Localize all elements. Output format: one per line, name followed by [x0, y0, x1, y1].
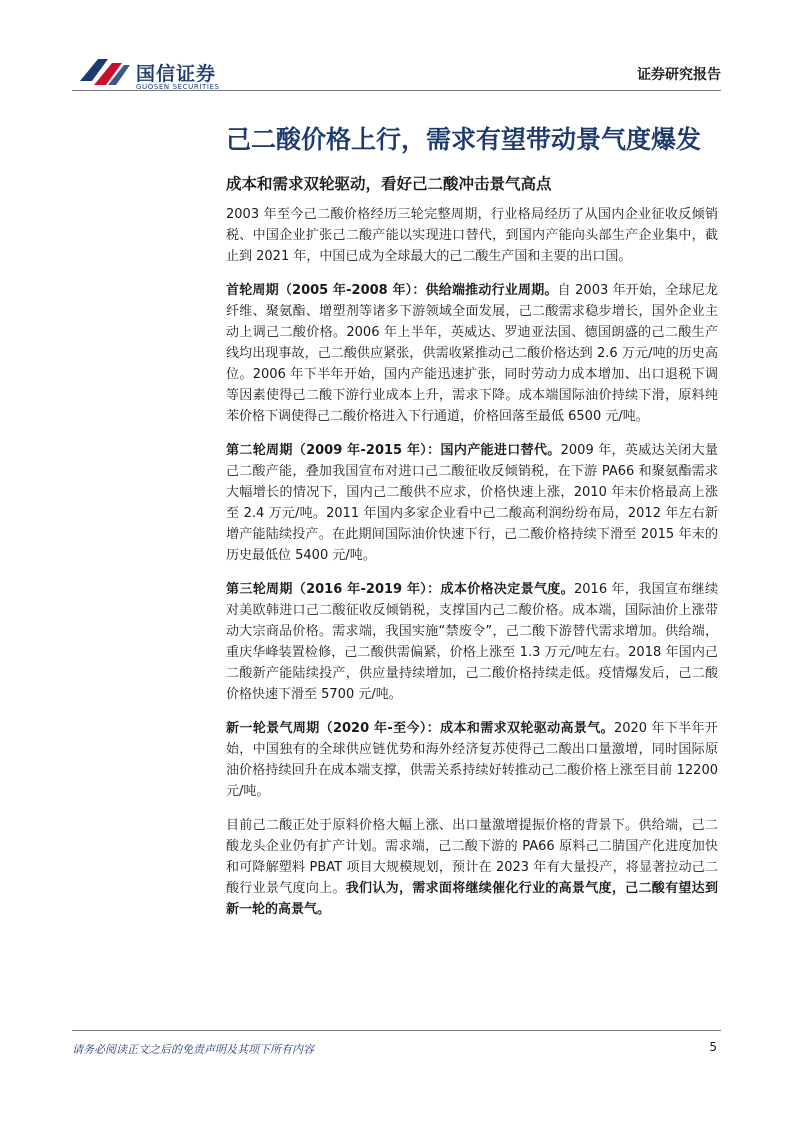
paragraph-first-cycle: [226, 280, 718, 427]
footer-divider: [72, 1030, 721, 1031]
header-divider: [72, 90, 721, 91]
paragraph-bold-conclusion: 我们认为，需求面将继续催化行业的高景气度，己二酸有望达到新一轮的高景气。: [226, 881, 718, 917]
paragraph-heading: 首轮周期（2005 年-2008 年）：供给端推动行业周期。: [226, 283, 558, 298]
paragraph-heading: 新一轮景气周期（2020 年-至今）：成本和需求双轮驱动高景气。: [226, 721, 614, 736]
paragraph-text: 自 2003 年开始，全球尼龙纤维、聚氨酯、增塑剂等诸多下游领域全面发展，己二酸需求稳步增长，国外企业主动上调己二酸价格。2006 年上半年，英威达、罗迪亚法国、德国朗盛的己二酸生产线均出现事故，己二酸供应紧张，供需收紧推动己二酸价格达到 2.6 万元/吨的历史高位。2006 年下半年开始，国内产能迅速扩张，同时劳动力成本增加、出口退税下调等因素使得己二酸下游行业成本上升，需求下降。成本端国际油价持续下滑，原料纯苯价格下调使得己二酸价格进入下行通道，价格回落至最低 6500 元/吨。: [226, 283, 718, 424]
page-header: [0, 0, 793, 100]
paragraph-third-cycle: [226, 579, 718, 705]
footer-disclaimer: 请务必阅读正文之后的免责声明及其项下所有内容: [72, 1043, 314, 1056]
guosen-logo: [78, 55, 228, 95]
logo-cn-text: 国信证券: [136, 63, 217, 85]
page-number: 5: [709, 1040, 717, 1054]
paragraph-conclusion: [226, 815, 718, 920]
section-subtitle: 成本和需求双轮驱动，看好己二酸冲击景气高点: [226, 175, 552, 193]
paragraph-heading: 第三轮周期（2016 年-2019 年）：成本价格决定景气度。: [226, 582, 574, 597]
paragraph-text: 2020 年下半年开始，中国独有的全球供应链优势和海外经济复苏使得己二酸出口量激增，同时国际原油价格持续回升在成本端支撑，供需关系持续好转推动己二酸价格上涨至目前 12200 元/吨。: [226, 721, 718, 799]
logo-en-text: GUOSEN SECURITIES: [136, 83, 220, 91]
paragraph-new-cycle: [226, 718, 718, 802]
page-title: 己二酸价格上行，需求有望带动景气度爆发: [226, 125, 702, 154]
report-type-label: 证券研究报告: [637, 67, 721, 83]
article-body: [226, 204, 718, 933]
paragraph-intro: 2003 年至今己二酸价格经历三轮完整周期，行业格局经历了从国内企业征收反倾销税、中国企业扩张己二酸产能以实现进口替代，到国内产能向头部生产企业集中，截止到 2021 年，中国已成为全球最大的己二酸生产国和主要的出口国。: [226, 207, 718, 264]
paragraph-second-cycle: [226, 440, 718, 566]
paragraph-heading: 第二轮周期（2009 年-2015 年）：国内产能进口替代。: [226, 443, 561, 458]
paragraph-text: 2016 年，我国宣布继续对美欧韩进口己二酸征收反倾销税，支撑国内己二酸价格。成本端，国际油价上涨带动大宗商品价格。需求端，我国实施“禁废令”，己二酸下游替代需求增加。供给端，重庆华峰装置检修，己二酸供需偏紧，价格上涨至 1.3 万元/吨左右。2018 年国内己二酸新产能陆续投产，供应量持续增加，己二酸价格持续走低。疫情爆发后，己二酸价格快速下滑至 5700 元/吨。: [226, 582, 719, 702]
paragraph-text: 2009 年，英威达关闭大量己二酸产能，叠加我国宣布对进口己二酸征收反倾销税，在下游 PA66 和聚氨酯需求大幅增长的情况下，国内己二酸供不应求，价格快速上涨，2010 年末价格最高上涨至 2.4 万元/吨。2011 年国内多家企业看中己二酸高利润纷纷布局，2012 年左右新增产能陆续投产。在此期间国际油价快速下行，己二酸价格持续下滑至 2015 年末的历史最低位 5400 元/吨。: [226, 443, 718, 563]
paragraph-text: 目前己二酸正处于原料价格大幅上涨、出口量激增提振价格的背景下。供给端，己二酸龙头企业仍有扩产计划。需求端，己二酸下游的 PA66 原料己二腈国产化进度加快和可降解塑料 PBAT 项目大规模规划，预计在 2023 年有大量投产，将显著拉动己二酸行业景气度向上。: [226, 818, 718, 896]
guosen-logo-icon: [78, 55, 132, 89]
